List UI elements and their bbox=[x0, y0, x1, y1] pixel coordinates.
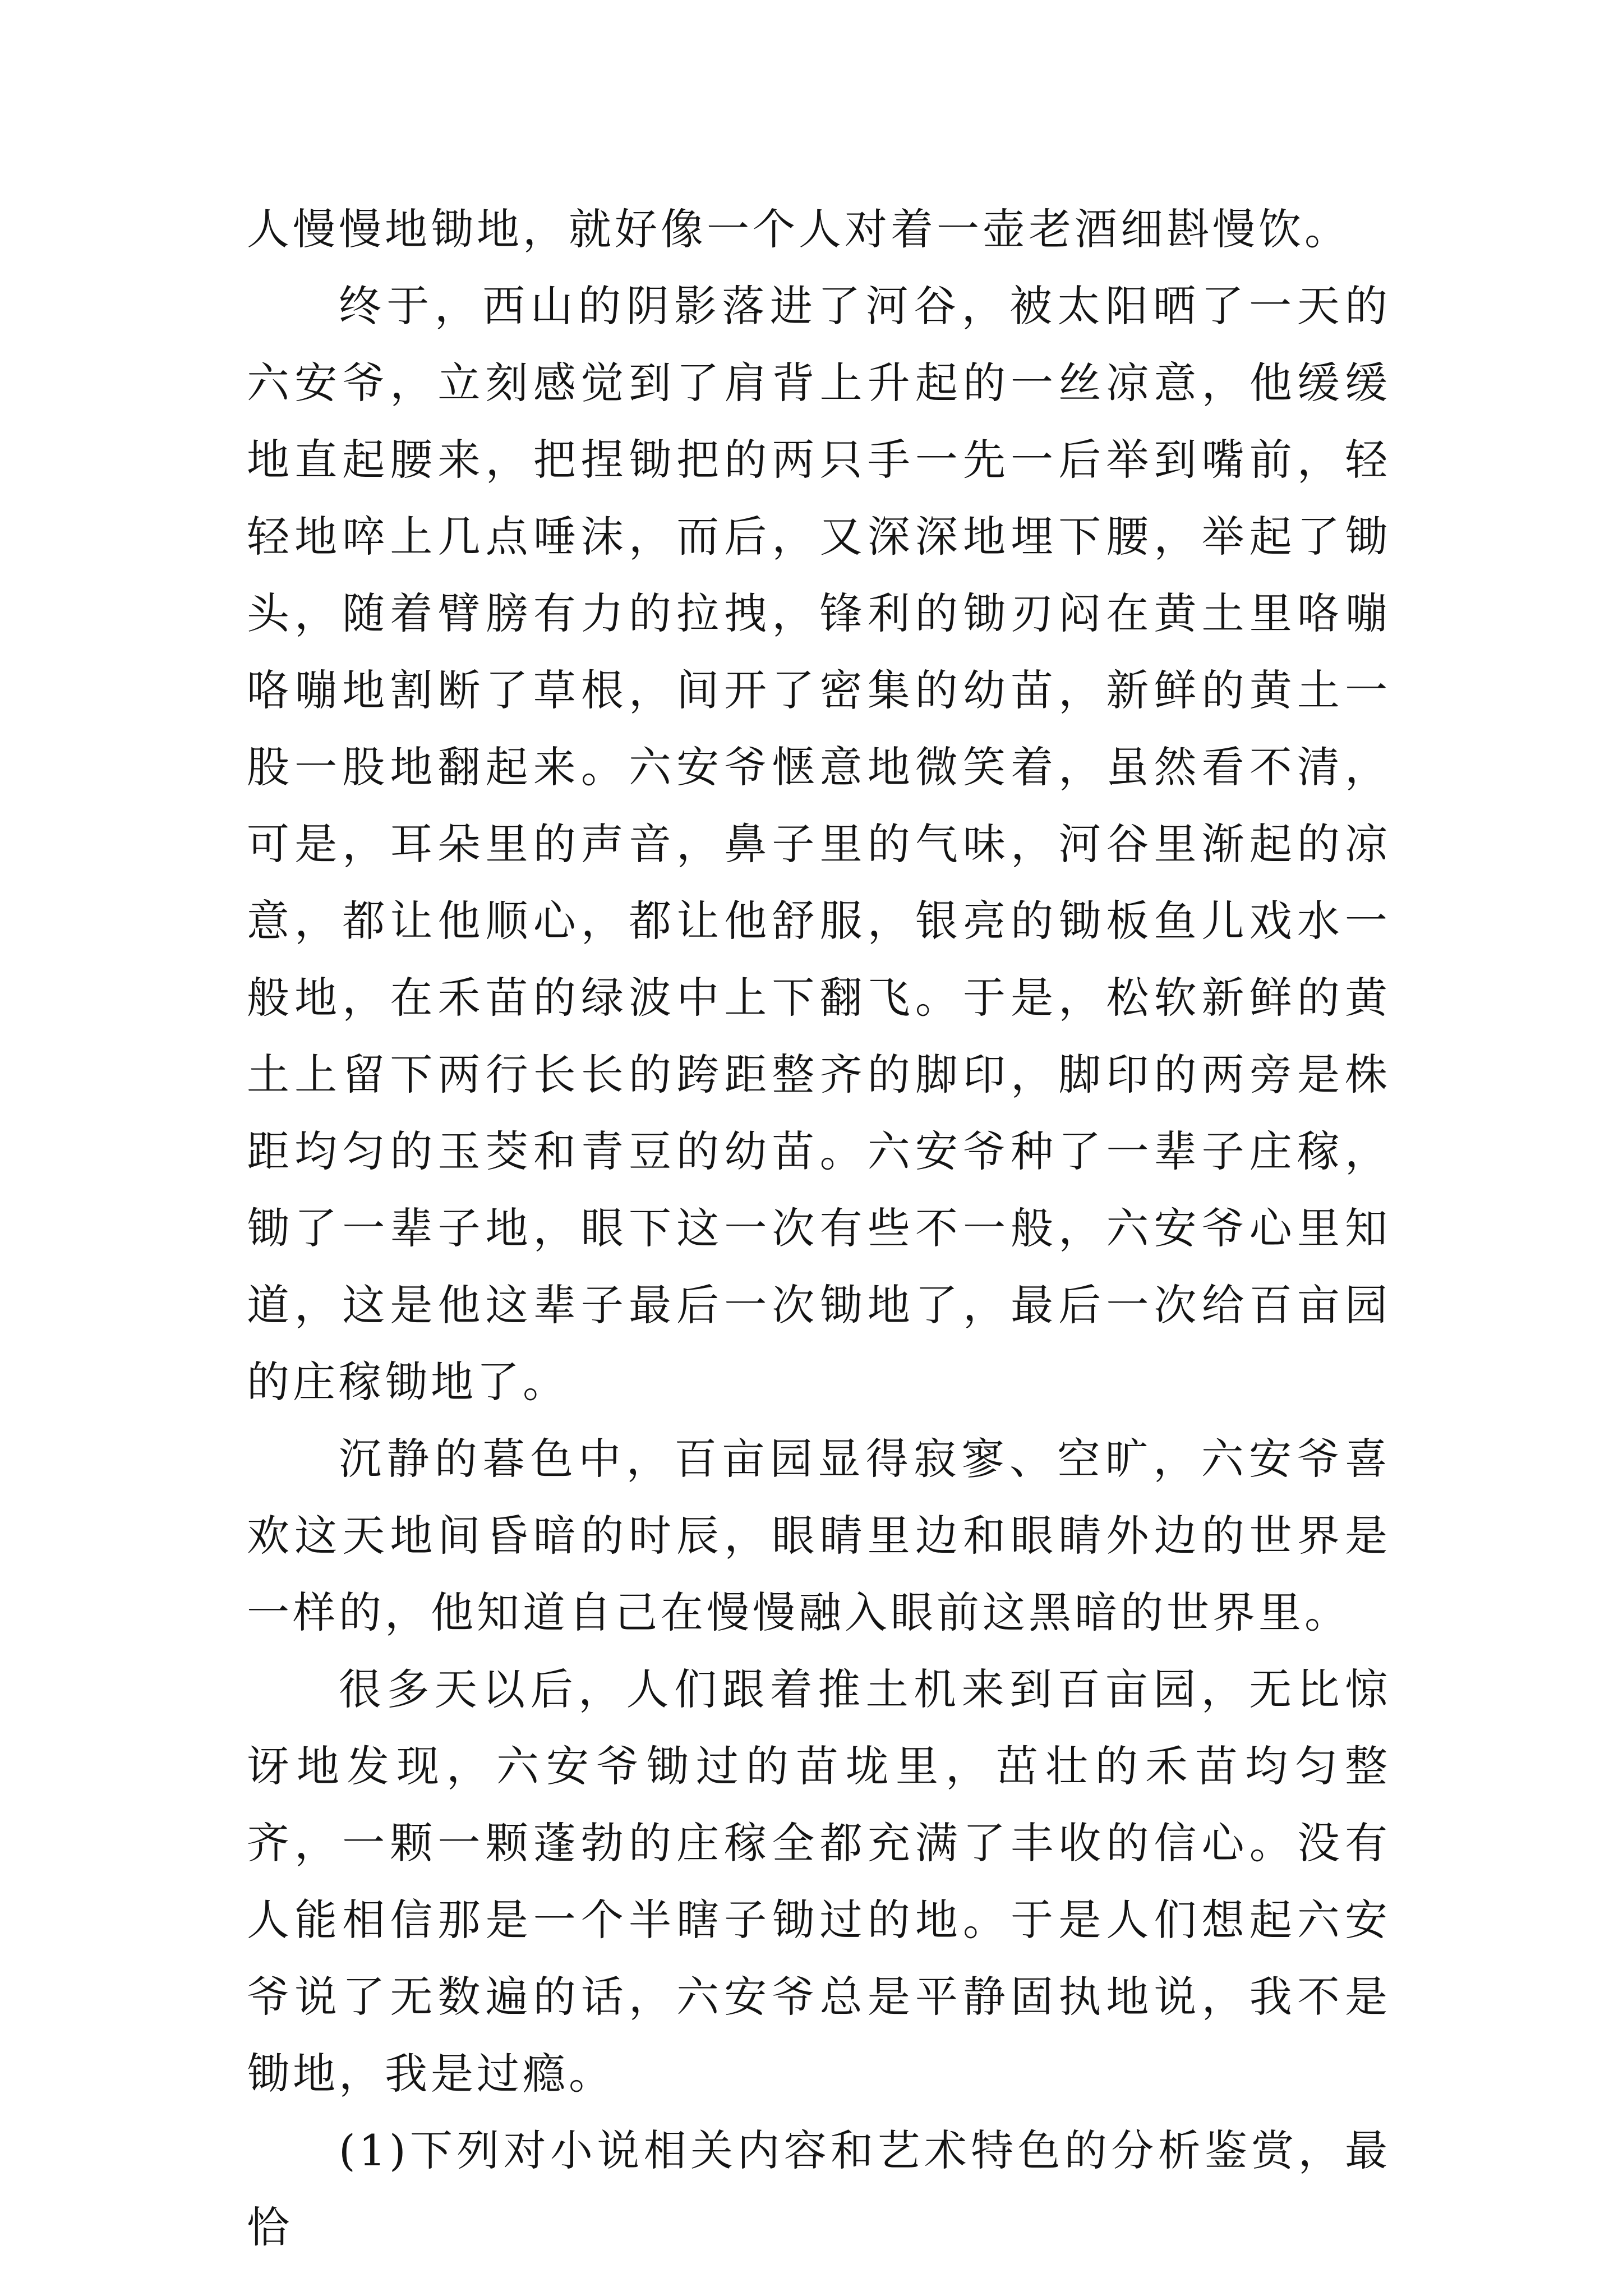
paragraph-twilight: 沉静的暮色中，百亩园显得寂寥、空旷，六安爷喜欢这天地间昏暗的时辰，眼睛里边和眼睛外边的世界是一样的，他知道自己在慢慢融入眼前这黑暗的世界里。 bbox=[247, 1434, 1391, 1637]
paragraph-dusk-hoeing: 终于，西山的阴影落进了河谷，被太阳晒了一天的六安爷，立刻感觉到了肩背上升起的一丝凉意，他缓缓地直起腰来，把捏锄把的两只手一先一后举到嘴前，轻轻地啐上几点唾沫，而后，又深深地埋下腰，举起了锄头，随着臂膀有力的拉拽，锋利的锄刃闷在黄土里咯嘣咯嘣地割断了草根，间开了密集的幼苗，新鲜的黄土一股一股地翻起来。六安爷惬意地微笑着，虽然看不清，可是，耳朵里的声音，鼻子里的气味，河谷里渐起的凉意，都让他顺心，都让他舒服，银亮的锄板鱼儿戏水一般地，在禾苗的绿波中上下翻飞。于是，松软新鲜的黄土上留下两行长长的跨距整齐的脚印，脚印的两旁是株距均匀的玉茭和青豆的幼苗。六安爷种了一辈子庄稼，锄了一辈子地，眼下这一次有些不一般，六安爷心里知道，这是他这辈子最后一次锄地了，最后一次给百亩园的庄稼锄地了。 bbox=[247, 281, 1391, 1407]
question-1: (1)下列对小说相关内容和艺术特色的分析鉴赏，最恰 bbox=[247, 2125, 1391, 2252]
paragraph-continuation: 人慢慢地锄地，就好像一个人对着一壶老酒细斟慢饮。 bbox=[247, 204, 1350, 254]
body-text bbox=[247, 191, 1391, 2266]
paragraph-aftermath: 很多天以后，人们跟着推土机来到百亩园，无比惊讶地发现，六安爷锄过的苗垅里，茁壮的禾苗均匀整齐，一颗一颗蓬勃的庄稼全都充满了丰收的信心。没有人能相信那是一个半瞎子锄过的地。于是人们想起六安爷说了无数遍的话，六安爷总是平静固执地说，我不是锄地，我是过瘾。 bbox=[247, 1664, 1391, 2099]
